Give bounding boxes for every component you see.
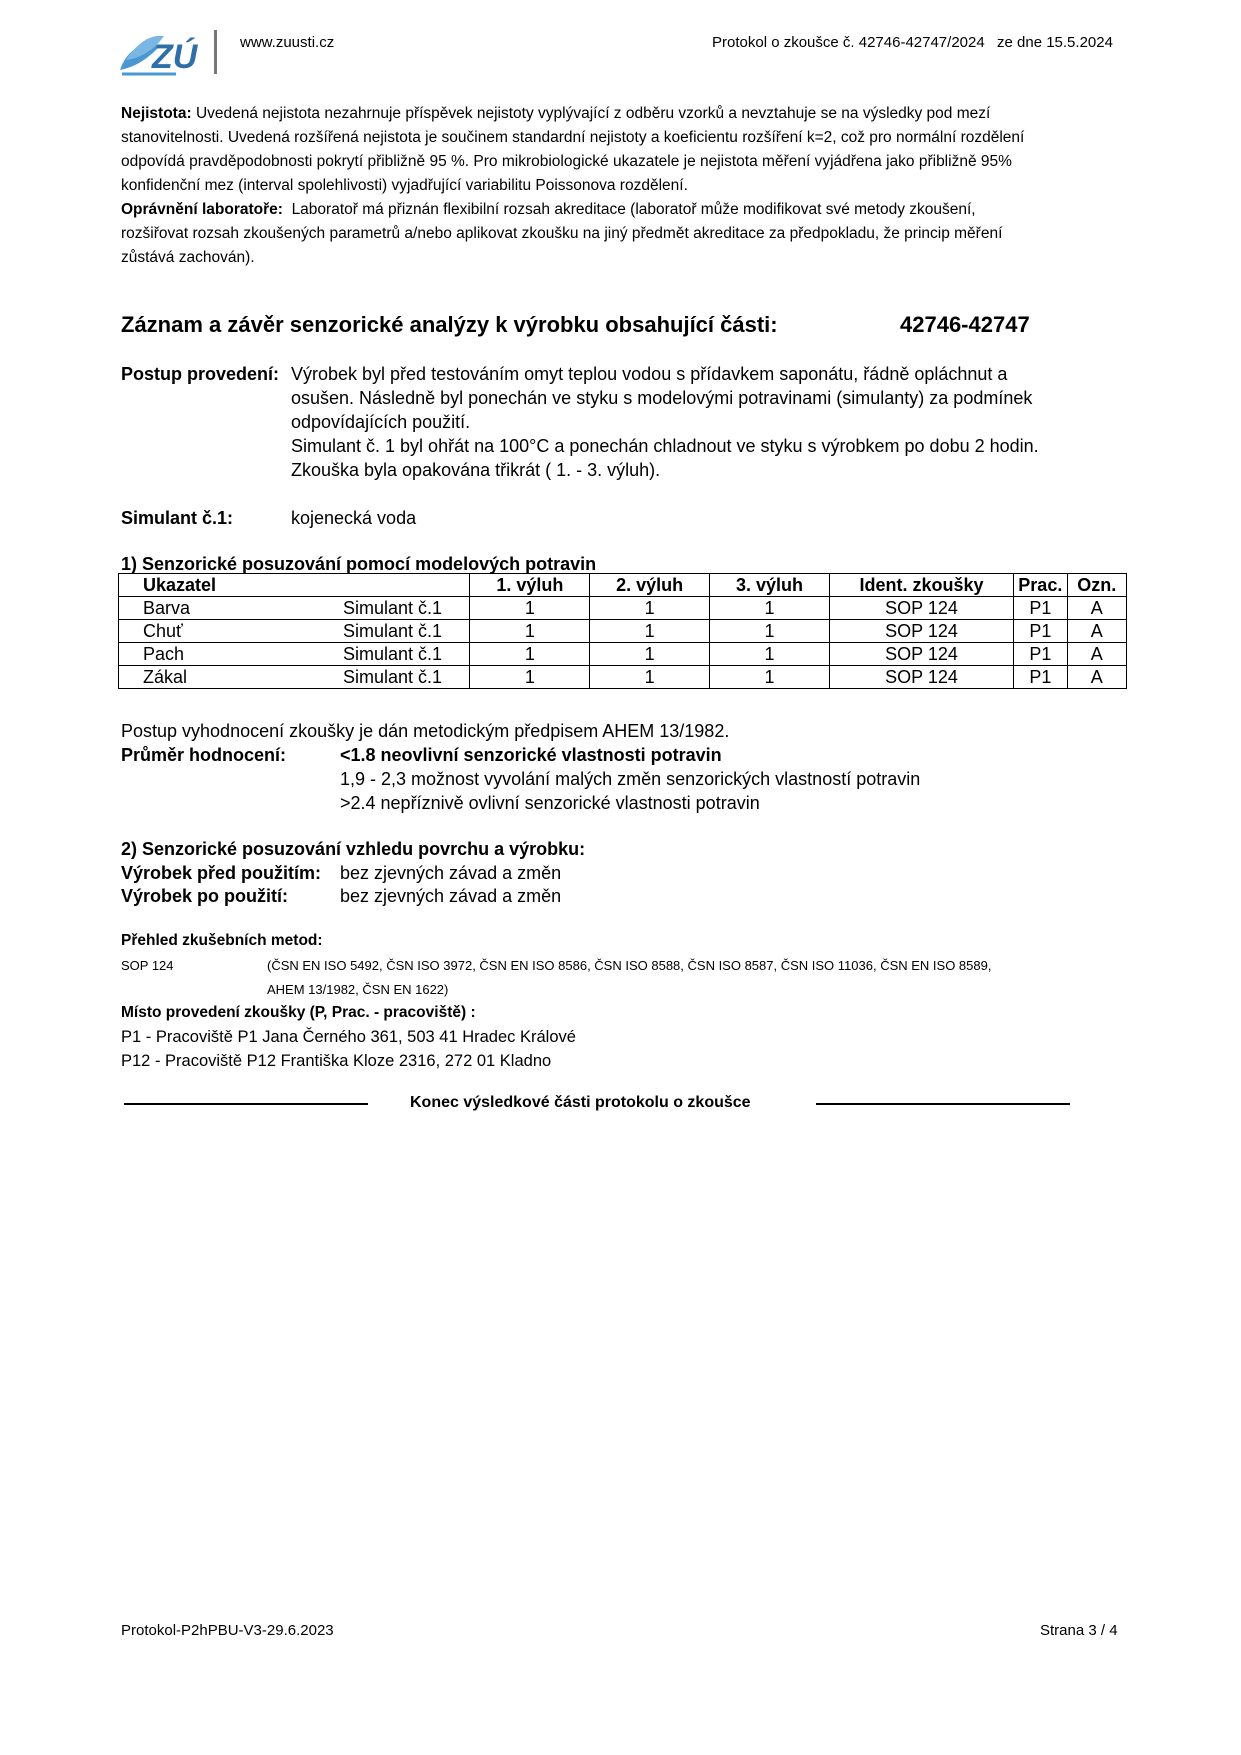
authorization-line: Laboratoř má přiznán flexibilní rozsah akreditace (laboratoř může modifikovat své metody zkoušení, <box>291 201 976 218</box>
leaf-logo-icon <box>118 26 220 78</box>
authorization-line: rozšiřovat rozsah zkoušených parametrů a/nebo aplikovat zkoušku na jiný předmět akreditace za předpokladu, že princip měření <box>121 225 1003 242</box>
uncertainty-line: odpovídá pravděpodobnosti pokrytí přibližně 95 %. Pro mikrobiologické ukazatele je nejistota měření vyjádřena jako přibližně 95% <box>121 153 1012 170</box>
location-p1: P1 - Pracoviště P1 Jana Černého 361, 503 41 Hradec Králové <box>121 1028 576 1046</box>
after-use-value: bez zjevných závad a změn <box>340 886 562 906</box>
section2-title: 2) Senzorické posuzování vzhledu povrchu a výrobku: <box>121 839 586 859</box>
marking-cell: A <box>1067 643 1126 666</box>
workplace-cell: P1 <box>1014 666 1067 689</box>
procedure-line: odpovídajících použití. <box>291 412 471 432</box>
sensory-results-table <box>118 573 1127 689</box>
procedure-line: osušen. Následně byl ponechán ve styku s modelovými potravinami (simulanty) za podmínek <box>291 388 1033 408</box>
after-use-label: Výrobek po použití: <box>121 886 289 906</box>
before-use-label: Výrobek před použitím: <box>121 863 322 883</box>
end-of-results: Konec výsledkové části protokolu o zkoušce <box>410 1094 751 1111</box>
logo <box>118 26 220 78</box>
method-cell: SOP 124 <box>829 620 1013 643</box>
parameter-cell: Zákal Simulant č.1 <box>119 666 470 689</box>
column-header: Ident. zkoušky <box>829 574 1013 597</box>
simulant-value: kojenecká voda <box>291 508 417 528</box>
evaluation-scale <box>340 743 920 815</box>
method-cell: SOP 124 <box>829 666 1013 689</box>
authorization-label: Oprávnění laboratoře: <box>121 201 283 218</box>
procedure-label: Postup provedení: <box>121 364 280 384</box>
workplace-cell: P1 <box>1014 643 1067 666</box>
uncertainty-note <box>121 102 1131 270</box>
column-header: 1. výluh <box>470 574 590 597</box>
column-header: Ozn. <box>1067 574 1126 597</box>
method-cell: SOP 124 <box>829 597 1013 620</box>
extract-1-cell: 1 <box>470 666 590 689</box>
table-row <box>119 666 1127 689</box>
extract-3-cell: 1 <box>710 597 830 620</box>
column-header: 3. výluh <box>710 574 830 597</box>
extract-1-cell: 1 <box>470 620 590 643</box>
procedure-line: Zkouška byla opakována třikrát ( 1. - 3. výluh). <box>291 460 661 480</box>
column-header: Ukazatel <box>119 574 470 597</box>
parameter-cell: Barva Simulant č.1 <box>119 597 470 620</box>
uncertainty-line: Uvedená nejistota nezahrnuje příspěvek nejistoty vyplývající z odběru vzorků a nevztahuje se na výsledky pod mezí <box>195 105 991 122</box>
section-title: Záznam a závěr senzorické analýzy k výrobku obsahující části: <box>121 312 778 337</box>
extract-3-cell: 1 <box>710 620 830 643</box>
extract-2-cell: 1 <box>590 643 710 666</box>
uncertainty-line: konfidenční mez (interval spolehlivosti) vyjadřující variabilitu Poissonova rozdělení. <box>121 177 688 194</box>
marking-cell: A <box>1067 597 1126 620</box>
section-code: 42746-42747 <box>900 312 1030 337</box>
procedure-line: Simulant č. 1 byl ohřát na 100°C a ponechán chladnout ve styku s výrobkem po dobu 2 hodin. <box>291 436 1039 456</box>
procedure-line: Výrobek byl před testováním omyt teplou vodou s přídavkem saponátu, řádně opláchnut a <box>291 364 1008 384</box>
workplace-cell: P1 <box>1014 620 1067 643</box>
workplace-cell: P1 <box>1014 597 1067 620</box>
footer-doc-id: Protokol-P2hPBU-V3-29.6.2023 <box>121 1622 334 1639</box>
uncertainty-label: Nejistota: <box>121 105 192 122</box>
table-row <box>119 643 1127 666</box>
svg-text:ZÚ: ZÚ <box>152 38 198 76</box>
table1-title: 1) Senzorické posuzování pomocí modelových potravin <box>121 554 597 574</box>
evaluation-label: Průměr hodnocení: <box>121 745 287 765</box>
authorization-line: zůstává zachován). <box>121 249 255 266</box>
marking-cell: A <box>1067 620 1126 643</box>
page-number: Strana 3 / 4 <box>1040 1622 1118 1639</box>
divider-left <box>124 1103 368 1105</box>
table-row <box>119 620 1127 643</box>
extract-2-cell: 1 <box>590 666 710 689</box>
locations-title: Místo provedení zkoušky (P, Prac. - pracoviště) : <box>121 1004 476 1021</box>
parameter-cell: Pach Simulant č.1 <box>119 643 470 666</box>
divider-right <box>816 1103 1070 1105</box>
evaluation-line: 1,9 - 2,3 možnost vyvolání malých změn senzorických vlastností potravin <box>340 769 921 789</box>
protocol-number: Protokol o zkoušce č. 42746-42747/2024 <box>712 34 985 51</box>
methods-title: Přehled zkušebních metod: <box>121 932 323 949</box>
procedure-text <box>291 362 1121 482</box>
extract-2-cell: 1 <box>590 597 710 620</box>
method-cell: SOP 124 <box>829 643 1013 666</box>
location-p12: P12 - Pracoviště P12 Františka Kloze 2316, 272 01 Kladno <box>121 1052 552 1070</box>
methods-standards: (ČSN EN ISO 5492, ČSN ISO 3972, ČSN EN ISO 8586, ČSN ISO 8588, ČSN ISO 8587, ČSN ISO 11036, ČSN EN ISO 8589, <box>267 958 992 973</box>
before-use-value: bez zjevných závad a změn <box>340 863 562 883</box>
extract-1-cell: 1 <box>470 597 590 620</box>
column-header: 2. výluh <box>590 574 710 597</box>
marking-cell: A <box>1067 666 1126 689</box>
protocol-date: ze dne 15.5.2024 <box>997 34 1113 51</box>
website-link[interactable]: www.zuusti.cz <box>240 34 335 51</box>
table-header-row <box>119 574 1127 597</box>
methods-standards-cont: AHEM 13/1982, ČSN EN 1622) <box>267 982 449 997</box>
extract-1-cell: 1 <box>470 643 590 666</box>
table-row <box>119 597 1127 620</box>
parameter-cell: Chuť Simulant č.1 <box>119 620 470 643</box>
extract-3-cell: 1 <box>710 666 830 689</box>
column-header: Prac. <box>1014 574 1067 597</box>
evaluation-note: Postup vyhodnocení zkoušky je dán metodickým předpisem AHEM 13/1982. <box>121 721 730 741</box>
evaluation-line: >2.4 nepříznivě ovlivní senzorické vlastnosti potravin <box>340 793 760 813</box>
extract-2-cell: 1 <box>590 620 710 643</box>
methods-code: SOP 124 <box>121 958 174 973</box>
evaluation-line: <1.8 neovlivní senzorické vlastnosti potravin <box>340 745 722 765</box>
extract-3-cell: 1 <box>710 643 830 666</box>
uncertainty-line: stanovitelnosti. Uvedená rozšířená nejistota je součinem standardní nejistoty a koeficientu rozšíření k=2, což pro normální rozdělení <box>121 129 1025 146</box>
simulant-label: Simulant č.1: <box>121 508 234 528</box>
